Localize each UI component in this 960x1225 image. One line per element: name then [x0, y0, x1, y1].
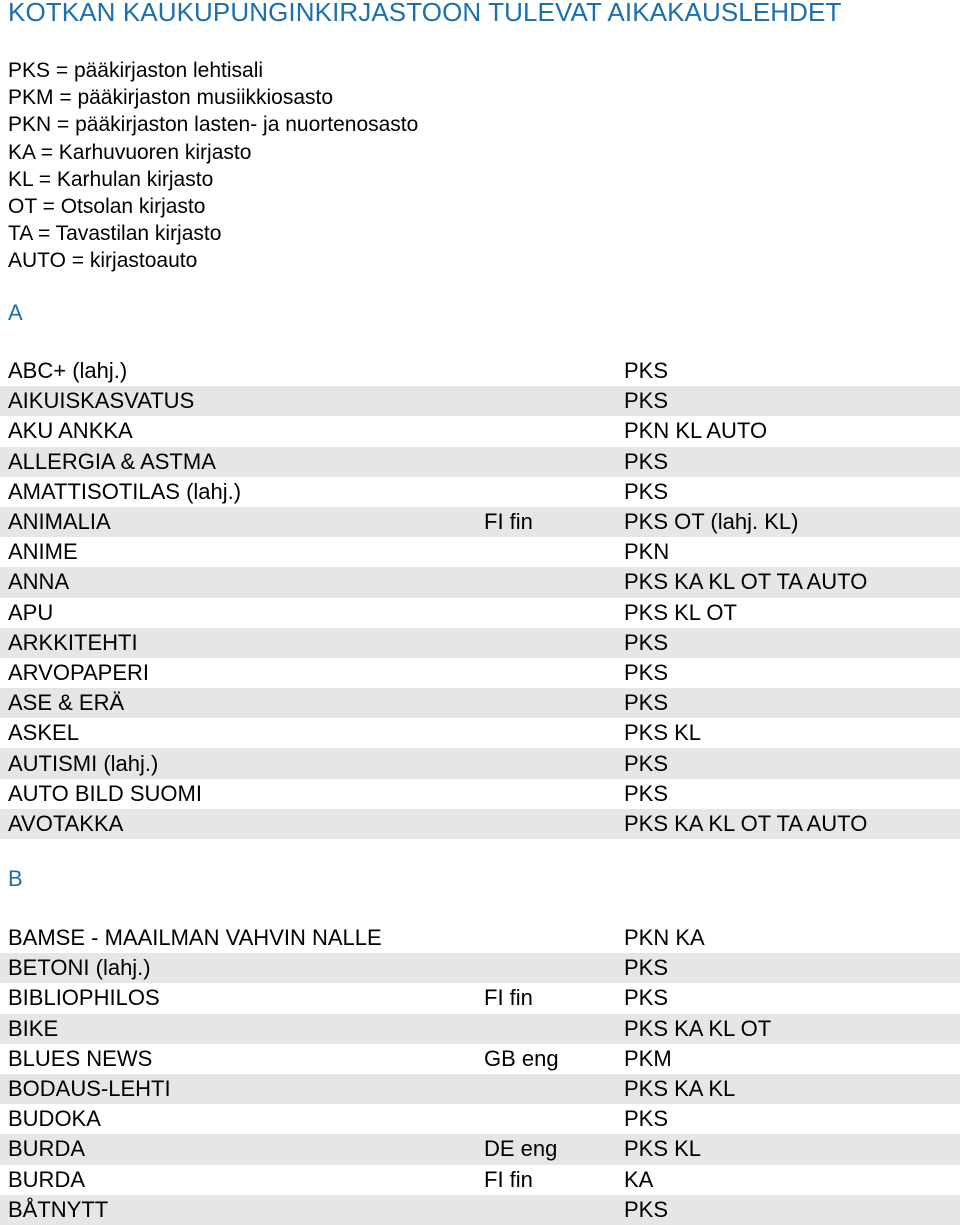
table-row [0, 953, 960, 983]
table-row [0, 658, 960, 688]
library-locations: PKS [624, 1106, 669, 1132]
periodical-title: BÅTNYTT [8, 1196, 109, 1222]
periodical-table-b [0, 923, 960, 1225]
periodical-title: ANIMALIA [8, 509, 111, 535]
table-row [0, 1134, 960, 1164]
periodical-title: APU [8, 599, 54, 625]
table-row [0, 507, 960, 537]
table-row [0, 1044, 960, 1074]
language-code: DE eng [484, 1136, 558, 1162]
table-row [0, 477, 960, 507]
table-row [0, 386, 960, 416]
table-row [0, 447, 960, 477]
table-row [0, 718, 960, 748]
periodical-title: ABC+ (lahj.) [8, 358, 128, 384]
library-locations: PKS KL [624, 720, 702, 746]
page-title: KOTKAN KAUKUPUNGINKIRJASTOON TULEVAT AIKAKAUSLEHDET [8, 0, 842, 27]
table-row [0, 688, 960, 718]
table-row [0, 1074, 960, 1104]
library-locations: PKM [624, 1045, 672, 1071]
table-row [0, 1195, 960, 1225]
library-locations: PKN [624, 539, 670, 565]
library-locations: PKS [624, 358, 669, 384]
table-row [0, 1104, 960, 1134]
library-locations: PKN KL AUTO [624, 418, 768, 444]
periodical-title: BAMSE - MAAILMAN VAHVIN NALLE [8, 925, 382, 951]
library-locations: PKS [624, 780, 669, 806]
library-locations: PKS OT (lahj. KL) [624, 509, 799, 535]
legend-item: TA = Tavastilan kirjasto [8, 222, 222, 246]
periodical-title: ASKEL [8, 720, 79, 746]
library-locations: PKS [624, 478, 669, 504]
legend-item: KL = Karhulan kirjasto [8, 167, 214, 191]
language-code: FI fin [484, 1166, 533, 1192]
table-row [0, 923, 960, 953]
table-row [0, 1165, 960, 1195]
table-row [0, 356, 960, 386]
library-locations: PKN KA [624, 925, 705, 951]
periodical-title: ARVOPAPERI [8, 659, 150, 685]
library-locations: KA [624, 1166, 654, 1192]
table-row [0, 1014, 960, 1044]
legend-item: PKM = pääkirjaston musiikkiosasto [8, 86, 334, 110]
periodical-title: AUTISMI (lahj.) [8, 750, 159, 776]
periodical-title: AUTO BILD SUOMI [8, 780, 202, 806]
library-locations: PKS [624, 955, 669, 981]
periodical-title: ANNA [8, 569, 70, 595]
periodical-title: AIKUISKASVATUS [8, 388, 195, 414]
library-locations: PKS [624, 629, 669, 655]
periodical-title: ASE & ERÄ [8, 690, 125, 716]
table-row [0, 779, 960, 809]
library-locations: PKS KL OT [624, 599, 737, 625]
legend-item: PKN = pääkirjaston lasten- ja nuortenosasto [8, 113, 419, 137]
library-locations: PKS KA KL OT [624, 1015, 772, 1041]
table-row [0, 748, 960, 778]
library-locations: PKS [624, 388, 669, 414]
legend-item: AUTO = kirjastoauto [8, 249, 198, 273]
periodical-title: BETONI (lahj.) [8, 955, 151, 981]
library-locations: PKS KL [624, 1136, 702, 1162]
periodical-title: BIBLIOPHILOS [8, 985, 160, 1011]
periodical-title: BURDA [8, 1136, 86, 1162]
library-locations: PKS [624, 985, 669, 1011]
periodical-title: ALLERGIA & ASTMA [8, 448, 216, 474]
library-locations: PKS KA KL [624, 1076, 736, 1102]
library-locations: PKS KA KL OT TA AUTO [624, 569, 868, 595]
legend-item: PKS = pääkirjaston lehtisali [8, 59, 264, 82]
table-row [0, 598, 960, 628]
language-code: FI fin [484, 985, 533, 1011]
legend-item: OT = Otsolan kirjasto [8, 195, 206, 219]
periodical-title: AKU ANKKA [8, 418, 133, 444]
library-locations: PKS [624, 1196, 669, 1222]
periodical-title: AVOTAKKA [8, 810, 124, 836]
periodical-title: ARKKITEHTI [8, 629, 138, 655]
periodical-title: BLUES NEWS [8, 1045, 153, 1071]
table-row [0, 809, 960, 839]
periodical-title: BIKE [8, 1015, 59, 1041]
periodical-title: BODAUS-LEHTI [8, 1076, 171, 1102]
table-row [0, 416, 960, 446]
library-locations: PKS [624, 690, 669, 716]
periodical-title: BUDOKA [8, 1106, 101, 1132]
table-row [0, 628, 960, 658]
periodical-title: AMATTISOTILAS (lahj.) [8, 478, 242, 504]
legend-item: KA = Karhuvuoren kirjasto [8, 140, 252, 164]
library-locations: PKS [624, 659, 669, 685]
section-letter-a: A [8, 300, 23, 325]
language-code: GB eng [484, 1045, 559, 1071]
library-locations: PKS [624, 750, 669, 776]
table-row [0, 537, 960, 567]
periodical-title: BURDA [8, 1166, 86, 1192]
periodical-table-a [0, 356, 960, 839]
section-letter-b: B [8, 866, 23, 891]
periodical-title: ANIME [8, 539, 78, 565]
library-locations: PKS [624, 448, 669, 474]
library-locations: PKS KA KL OT TA AUTO [624, 810, 868, 836]
table-row [0, 567, 960, 597]
table-row [0, 983, 960, 1013]
legend [8, 57, 418, 275]
language-code: FI fin [484, 509, 533, 535]
